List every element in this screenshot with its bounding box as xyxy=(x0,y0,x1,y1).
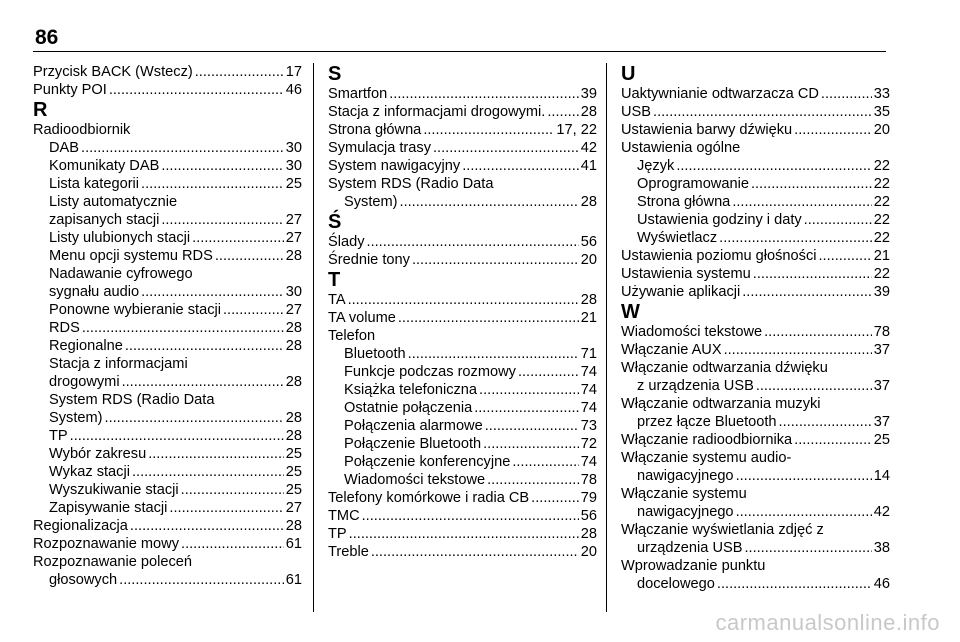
entry-label: Smartfon xyxy=(328,86,388,102)
dot-leader xyxy=(719,229,872,247)
entry-page-number: 28 xyxy=(285,410,302,426)
entry-page-number: 30 xyxy=(285,284,302,300)
entry-page-number: 25 xyxy=(285,176,302,192)
index-entry xyxy=(33,211,302,229)
entry-page-number: 39 xyxy=(873,284,890,300)
dot-leader xyxy=(81,139,284,157)
entry-page-number: 35 xyxy=(873,104,890,120)
index-entry xyxy=(33,139,302,157)
entry-label: Regionalne xyxy=(49,338,123,354)
entry-page-number: 28 xyxy=(285,428,302,444)
index-entry xyxy=(328,291,597,309)
entry-label: TA xyxy=(328,292,346,308)
index-heading: Włączanie wyświetlania zdjęć z xyxy=(621,522,824,538)
entry-page-number: 20 xyxy=(580,252,597,268)
entry-label: Bluetooth xyxy=(344,346,406,362)
dot-leader xyxy=(732,193,871,211)
entry-label: Listy ulubionych stacji xyxy=(49,230,191,246)
index-entry xyxy=(621,575,890,593)
index-heading: Ustawienia ogólne xyxy=(621,140,741,156)
index-heading: Stacja z informacjami xyxy=(49,356,188,372)
index-entry xyxy=(33,157,302,175)
entry-page-number: 17, 22 xyxy=(556,122,597,138)
entry-label: z urządzenia USB xyxy=(637,378,754,394)
index-entry xyxy=(328,489,597,507)
entry-label: Zapisywanie stacji xyxy=(49,500,168,516)
dot-leader xyxy=(181,481,284,499)
index-heading: Włączanie odtwarzania dźwięku xyxy=(621,360,828,376)
dot-leader xyxy=(122,373,284,391)
entry-page-number: 37 xyxy=(873,414,890,430)
entry-page-number: 22 xyxy=(873,230,890,246)
dot-leader xyxy=(400,193,579,211)
dot-leader xyxy=(130,517,284,535)
index-heading: System RDS (Radio Data xyxy=(49,392,215,408)
index-entry xyxy=(328,233,597,251)
entry-page-number: 22 xyxy=(873,158,890,174)
dot-leader xyxy=(653,103,872,121)
index-entry xyxy=(621,211,890,229)
index-entry xyxy=(621,175,890,193)
entry-page-number: 22 xyxy=(873,194,890,210)
index-heading: Włączanie systemu xyxy=(621,486,747,502)
entry-label: Komunikaty DAB xyxy=(49,158,160,174)
entry-label: sygnału audio xyxy=(49,284,140,300)
index-entry xyxy=(328,103,597,121)
dot-leader xyxy=(349,525,579,543)
entry-page-number: 71 xyxy=(580,346,597,362)
entry-page-number: 28 xyxy=(580,292,597,308)
dot-leader xyxy=(512,453,578,471)
index-entry xyxy=(328,399,597,417)
entry-label: Przycisk BACK (Wstecz) xyxy=(33,64,193,80)
index-entry xyxy=(621,85,890,103)
dot-leader xyxy=(423,121,554,139)
dot-leader xyxy=(462,157,579,175)
index-entry xyxy=(328,453,597,471)
entry-label: Ponowne wybieranie stacji xyxy=(49,302,221,318)
dot-leader xyxy=(547,103,578,121)
dot-leader xyxy=(676,157,871,175)
index-entry xyxy=(33,175,302,193)
dot-leader xyxy=(109,81,284,99)
index-heading: Listy automatycznie xyxy=(49,194,178,210)
dot-leader xyxy=(408,345,579,363)
dot-leader xyxy=(717,575,872,593)
entry-label: Książka telefoniczna xyxy=(344,382,478,398)
dot-leader xyxy=(148,445,284,463)
dot-leader xyxy=(479,381,579,399)
dot-leader xyxy=(82,319,284,337)
entry-label: Ustawienia barwy dźwięku xyxy=(621,122,793,138)
dot-leader xyxy=(819,247,872,265)
entry-page-number: 28 xyxy=(285,248,302,264)
index-entry xyxy=(33,63,302,81)
index-entry xyxy=(328,309,597,327)
entry-label: Regionalizacja xyxy=(33,518,128,534)
entry-label: Połączenia alarmowe xyxy=(344,418,483,434)
entry-page-number: 74 xyxy=(580,382,597,398)
entry-page-number: 14 xyxy=(873,468,890,484)
entry-label: Oprogramowanie xyxy=(637,176,749,192)
dot-leader xyxy=(398,309,579,327)
index-entry xyxy=(621,229,890,247)
index-entry xyxy=(33,319,302,337)
index-heading: Włączanie odtwarzania muzyki xyxy=(621,396,821,412)
dot-leader xyxy=(779,413,872,431)
dot-leader xyxy=(412,251,579,269)
section-letter: R xyxy=(33,99,48,121)
entry-label: Funkcje podczas rozmowy xyxy=(344,364,516,380)
dot-leader xyxy=(367,233,579,251)
dot-leader xyxy=(181,535,284,553)
entry-page-number: 22 xyxy=(873,212,890,228)
dot-leader xyxy=(195,63,284,81)
entry-label: Połączenie konferencyjne xyxy=(344,454,511,470)
index-column-1 xyxy=(33,63,302,589)
index-entry xyxy=(328,417,597,435)
entry-label: nawigacyjnego xyxy=(637,468,734,484)
index-entry xyxy=(33,535,302,553)
section-letter: T xyxy=(328,269,341,291)
entry-label: drogowymi xyxy=(49,374,120,390)
dot-leader xyxy=(518,363,579,381)
index-entry xyxy=(621,413,890,431)
entry-page-number: 46 xyxy=(285,82,302,98)
dot-leader xyxy=(132,463,284,481)
index-entry xyxy=(328,471,597,489)
dot-leader xyxy=(141,283,284,301)
entry-label: docelowego xyxy=(637,576,715,592)
index-entry xyxy=(328,121,597,139)
index-entry xyxy=(328,193,597,211)
index-entry xyxy=(33,445,302,463)
column-divider xyxy=(313,63,314,612)
page-number: 86 xyxy=(35,26,59,49)
entry-page-number: 74 xyxy=(580,454,597,470)
index-entry xyxy=(328,345,597,363)
section-letter: Ś xyxy=(328,211,342,233)
entry-page-number: 37 xyxy=(873,342,890,358)
entry-label: System) xyxy=(344,194,398,210)
entry-page-number: 46 xyxy=(873,576,890,592)
entry-page-number: 27 xyxy=(285,230,302,246)
dot-leader xyxy=(753,265,872,283)
entry-page-number: 37 xyxy=(873,378,890,394)
index-entry xyxy=(33,247,302,265)
entry-label: Wykaz stacji xyxy=(49,464,130,480)
dot-leader xyxy=(736,503,872,521)
section-letter: W xyxy=(621,301,640,323)
index-entry xyxy=(328,507,597,525)
dot-leader xyxy=(141,175,284,193)
index-entry xyxy=(621,265,890,283)
index-entry xyxy=(621,503,890,521)
entry-page-number: 28 xyxy=(285,374,302,390)
index-entry xyxy=(621,247,890,265)
index-entry xyxy=(621,467,890,485)
entry-page-number: 27 xyxy=(285,500,302,516)
dot-leader xyxy=(485,417,579,435)
entry-label: Używanie aplikacji xyxy=(621,284,741,300)
index-entry xyxy=(621,341,890,359)
index-heading: Radioodbiornik xyxy=(33,122,131,138)
entry-label: TMC xyxy=(328,508,360,524)
entry-page-number: 28 xyxy=(285,518,302,534)
index-column-2 xyxy=(328,63,597,561)
index-entry xyxy=(621,323,890,341)
entry-page-number: 56 xyxy=(580,508,597,524)
entry-page-number: 73 xyxy=(580,418,597,434)
entry-label: Połączenie Bluetooth xyxy=(344,436,482,452)
entry-label: nawigacyjnego xyxy=(637,504,734,520)
dot-leader xyxy=(223,301,284,319)
entry-label: Średnie tony xyxy=(328,252,410,268)
index-entry xyxy=(328,381,597,399)
dot-leader xyxy=(389,85,579,103)
entry-page-number: 28 xyxy=(580,104,597,120)
entry-page-number: 27 xyxy=(285,302,302,318)
dot-leader xyxy=(821,85,872,103)
dot-leader xyxy=(433,139,579,157)
entry-label: Wiadomości tekstowe xyxy=(344,472,486,488)
index-heading: Włączanie systemu audio- xyxy=(621,450,792,466)
entry-label: System nawigacyjny xyxy=(328,158,461,174)
index-entry xyxy=(33,301,302,319)
index-entry xyxy=(621,377,890,395)
index-entry xyxy=(33,571,302,589)
entry-page-number: 78 xyxy=(873,324,890,340)
entry-page-number: 21 xyxy=(580,310,597,326)
index-entry xyxy=(33,409,302,427)
index-entry xyxy=(328,543,597,561)
entry-page-number: 30 xyxy=(285,140,302,156)
entry-label: Treble xyxy=(328,544,369,560)
index-entry xyxy=(33,229,302,247)
index-entry xyxy=(33,81,302,99)
entry-page-number: 28 xyxy=(285,320,302,336)
entry-label: Lista kategorii xyxy=(49,176,140,192)
dot-leader xyxy=(192,229,284,247)
index-heading: Nadawanie cyfrowego xyxy=(49,266,193,282)
dot-leader xyxy=(119,571,284,589)
index-entry xyxy=(33,283,302,301)
entry-page-number: 25 xyxy=(285,482,302,498)
entry-label: Stacja z informacjami drogowymi. xyxy=(328,104,546,120)
dot-leader xyxy=(764,323,872,341)
dot-leader xyxy=(742,283,872,301)
entry-label: TP xyxy=(49,428,68,444)
index-entry xyxy=(33,373,302,391)
entry-page-number: 74 xyxy=(580,400,597,416)
entry-label: Ustawienia systemu xyxy=(621,266,751,282)
entry-page-number: 17 xyxy=(285,64,302,80)
entry-page-number: 22 xyxy=(873,266,890,282)
dot-leader xyxy=(348,291,579,309)
index-entry xyxy=(33,337,302,355)
entry-page-number: 72 xyxy=(580,436,597,452)
dot-leader xyxy=(724,341,872,359)
entry-label: przez łącze Bluetooth xyxy=(637,414,777,430)
dot-leader xyxy=(736,467,872,485)
entry-label: Ustawienia poziomu głośności xyxy=(621,248,817,264)
dot-leader xyxy=(70,427,284,445)
entry-label: Włączanie AUX xyxy=(621,342,722,358)
entry-page-number: 38 xyxy=(873,540,890,556)
index-entry xyxy=(328,157,597,175)
index-entry xyxy=(328,525,597,543)
entry-label: urządzenia USB xyxy=(637,540,743,556)
dot-leader xyxy=(215,247,284,265)
index-heading: Wprowadzanie punktu xyxy=(621,558,766,574)
entry-page-number: 27 xyxy=(285,212,302,228)
entry-page-number: 61 xyxy=(285,572,302,588)
dot-leader xyxy=(169,499,283,517)
section-letter: S xyxy=(328,63,342,85)
entry-label: zapisanych stacji xyxy=(49,212,160,228)
entry-label: Wyświetlacz xyxy=(637,230,718,246)
index-entry xyxy=(621,157,890,175)
entry-label: Włączanie radioodbiornika xyxy=(621,432,793,448)
index-heading: Telefon xyxy=(328,328,376,344)
dot-leader xyxy=(756,377,872,395)
entry-page-number: 42 xyxy=(580,140,597,156)
dot-leader xyxy=(751,175,872,193)
entry-label: Telefony komórkowe i radia CB xyxy=(328,490,530,506)
dot-leader xyxy=(744,539,871,557)
index-entry xyxy=(328,435,597,453)
dot-leader xyxy=(804,211,872,229)
index-entry xyxy=(33,427,302,445)
section-letter: U xyxy=(621,63,636,85)
entry-label: RDS xyxy=(49,320,80,336)
dot-leader xyxy=(371,543,579,561)
entry-label: Wybór zakresu xyxy=(49,446,147,462)
entry-page-number: 56 xyxy=(580,234,597,250)
index-entry xyxy=(621,283,890,301)
entry-label: USB xyxy=(621,104,652,120)
index-entry xyxy=(621,539,890,557)
index-column-3 xyxy=(621,63,890,593)
index-entry xyxy=(621,431,890,449)
entry-label: TP xyxy=(328,526,347,542)
dot-leader xyxy=(487,471,579,489)
index-entry xyxy=(328,251,597,269)
index-entry xyxy=(33,517,302,535)
entry-page-number: 28 xyxy=(580,526,597,542)
entry-page-number: 20 xyxy=(580,544,597,560)
dot-leader xyxy=(531,489,579,507)
entry-page-number: 28 xyxy=(580,194,597,210)
entry-label: Uaktywnianie odtwarzacza CD xyxy=(621,86,819,102)
dot-leader xyxy=(483,435,579,453)
entry-label: Wiadomości tekstowe xyxy=(621,324,763,340)
dot-leader xyxy=(794,431,872,449)
entry-label: Język xyxy=(637,158,675,174)
entry-label: Ślady xyxy=(328,234,365,250)
entry-page-number: 25 xyxy=(285,446,302,462)
index-entry xyxy=(33,499,302,517)
entry-page-number: 42 xyxy=(873,504,890,520)
index-entry xyxy=(621,193,890,211)
index-heading: System RDS (Radio Data xyxy=(328,176,494,192)
entry-page-number: 25 xyxy=(873,432,890,448)
dot-leader xyxy=(161,157,283,175)
index-entry xyxy=(621,103,890,121)
entry-label: Rozpoznawanie mowy xyxy=(33,536,180,552)
index-entry xyxy=(328,363,597,381)
entry-page-number: 33 xyxy=(873,86,890,102)
entry-label: Wyszukiwanie stacji xyxy=(49,482,179,498)
index-entry xyxy=(328,85,597,103)
entry-label: Symulacja trasy xyxy=(328,140,431,156)
entry-page-number: 74 xyxy=(580,364,597,380)
entry-label: TA volume xyxy=(328,310,396,326)
index-entry xyxy=(328,139,597,157)
dot-leader xyxy=(161,211,283,229)
entry-label: Strona główna xyxy=(637,194,731,210)
entry-page-number: 78 xyxy=(580,472,597,488)
index-entry xyxy=(621,121,890,139)
dot-leader xyxy=(362,507,579,525)
dot-leader xyxy=(105,409,284,427)
entry-page-number: 41 xyxy=(580,158,597,174)
entry-label: System) xyxy=(49,410,103,426)
entry-page-number: 25 xyxy=(285,464,302,480)
header-rule xyxy=(33,51,886,52)
entry-page-number: 39 xyxy=(580,86,597,102)
entry-page-number: 20 xyxy=(873,122,890,138)
entry-label: głosowych xyxy=(49,572,118,588)
column-divider xyxy=(606,63,607,612)
entry-label: DAB xyxy=(49,140,80,156)
entry-page-number: 28 xyxy=(285,338,302,354)
entry-page-number: 22 xyxy=(873,176,890,192)
entry-label: Punkty POI xyxy=(33,82,107,98)
entry-page-number: 30 xyxy=(285,158,302,174)
entry-label: Menu opcji systemu RDS xyxy=(49,248,213,264)
index-heading: Rozpoznawanie poleceń xyxy=(33,554,193,570)
entry-label: Ustawienia godziny i daty xyxy=(637,212,802,228)
index-entry xyxy=(33,481,302,499)
entry-page-number: 61 xyxy=(285,536,302,552)
entry-label: Strona główna xyxy=(328,122,422,138)
entry-page-number: 79 xyxy=(580,490,597,506)
dot-leader xyxy=(474,399,579,417)
dot-leader xyxy=(794,121,872,139)
dot-leader xyxy=(125,337,284,355)
entry-label: Ostatnie połączenia xyxy=(344,400,473,416)
entry-page-number: 21 xyxy=(873,248,890,264)
watermark: carmanualsonline.info xyxy=(715,610,940,635)
index-entry xyxy=(33,463,302,481)
